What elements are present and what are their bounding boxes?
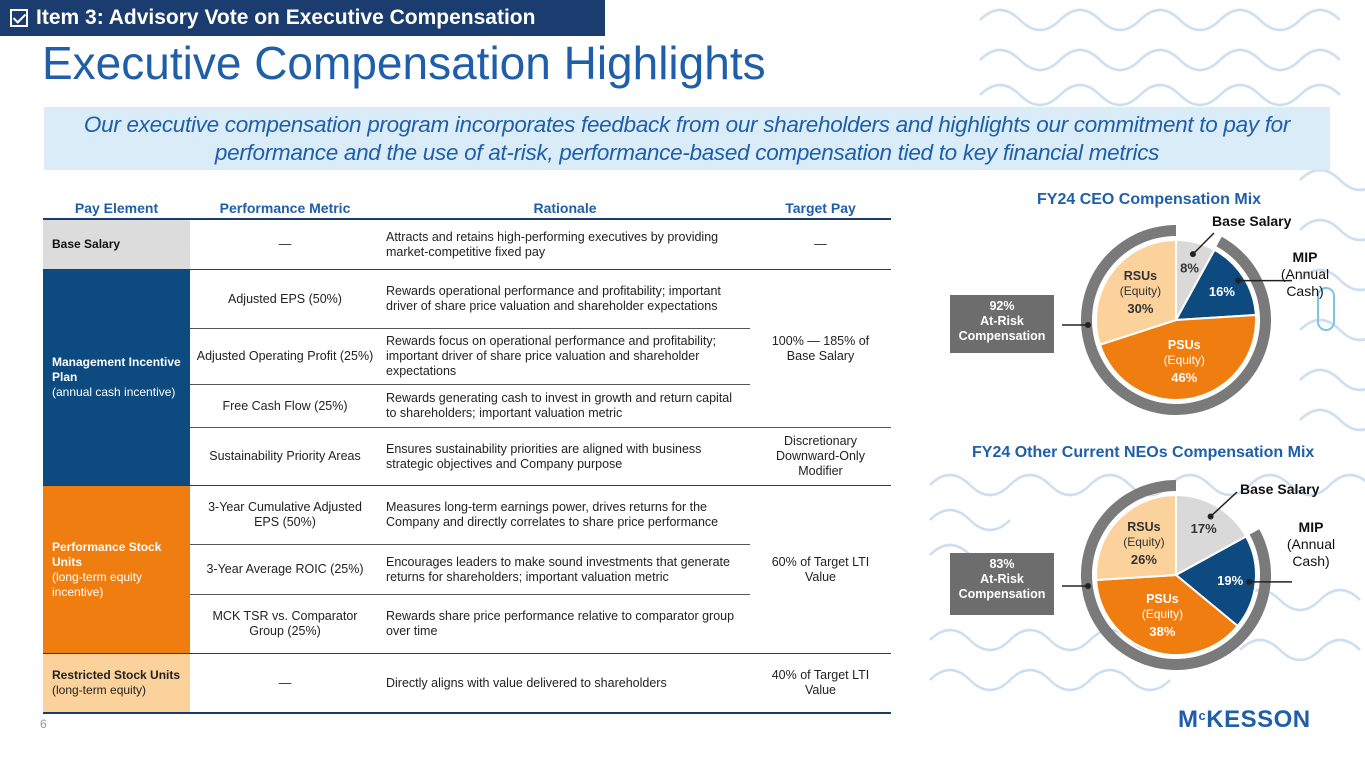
table-row <box>190 328 750 384</box>
leader-dot <box>1085 322 1091 328</box>
header-rationale: Rationale <box>533 200 597 216</box>
ceo-at-risk-box <box>950 295 1054 353</box>
pay-element-name: Base Salary <box>52 237 121 251</box>
table-row-rsu <box>43 654 891 714</box>
metric-cell: — <box>278 237 292 251</box>
at-risk-value: 83% <box>989 557 1015 571</box>
header-pay-element: Pay Element <box>74 200 159 216</box>
table-row-psu <box>43 486 891 654</box>
slice-value: 8% <box>1180 260 1199 276</box>
banner-line-1: Our executive compensation program incorporates feedback from our shareholders and highlights our commitment to pay for <box>83 112 1291 137</box>
neo-chart-title: FY24 Other Current NEOs Compensation Mix <box>972 444 1315 461</box>
rationale-cell: Directly aligns with value delivered to shareholders <box>386 675 667 690</box>
pay-element-subtitle: (long-term equity) <box>52 683 147 697</box>
slice-sublabel: (Equity) <box>1141 606 1184 621</box>
slice-value: 38% <box>1149 623 1176 639</box>
pay-element-name: Management Incentive Plan <box>52 355 181 384</box>
header-target-pay: Target Pay <box>785 200 856 216</box>
target-pay-cell: Discretionary Downward-Only Modifier <box>750 427 891 485</box>
section-tag <box>0 0 605 36</box>
metric-cell: 3-Year Average ROIC (25%) <box>206 562 364 576</box>
header-performance-metric: Performance Metric <box>219 200 351 216</box>
table-row <box>190 594 750 652</box>
slice-value: 17% <box>1190 521 1217 537</box>
section-tag-label: Item 3: Advisory Vote on Executive Compensation <box>36 6 536 29</box>
metric-cell: Adjusted Operating Profit (25%) <box>196 349 374 363</box>
pay-element-subtitle: (annual cash incentive) <box>52 385 176 399</box>
slice-sublabel: (Equity) <box>1123 534 1165 549</box>
page-number: 6 <box>40 717 47 731</box>
metric-cell: Free Cash Flow (25%) <box>222 398 348 413</box>
at-risk-label: At-Risk Compensation <box>958 314 1046 343</box>
target-pay-cell: 40% of Target LTI Value <box>771 668 870 697</box>
mckesson-logo: $M^cKESSON$ <box>1178 706 1311 733</box>
leader-dot <box>1208 513 1214 519</box>
rationale-cell: Attracts and retains high-performing executives by providing market-competitive fixed pay <box>386 229 719 259</box>
rationale-cell: Measures long-term earnings power, drives returns for the Company and directly correlates to share price performance <box>386 500 719 529</box>
ceo-chart-title: FY24 CEO Compensation Mix <box>1037 191 1262 208</box>
table-header <box>43 198 891 220</box>
checkbox-icon <box>10 9 28 27</box>
metric-cell: 3-Year Cumulative Adjusted EPS (50%) <box>208 500 362 529</box>
pay-elements-table <box>43 198 891 714</box>
metric-cell: — <box>278 675 292 690</box>
target-pay-cell: 60% of Target LTI Value <box>771 554 870 584</box>
table-row <box>190 270 750 328</box>
leader-dot <box>1085 583 1091 589</box>
rationale-cell: Ensures sustainability priorities are aligned with business strategic objectives and Company purpose <box>386 441 702 471</box>
leader-dot <box>1246 579 1252 585</box>
slice-value: 26% <box>1130 551 1157 567</box>
table-row <box>190 544 750 594</box>
table-row-mip <box>43 270 891 486</box>
ceo-compensation-pie <box>1062 225 1292 415</box>
neo-mip-callout: MIP (Annual Cash) <box>1286 519 1336 569</box>
banner-line-2: performance and the use of at-risk, performance-based compensation tied to key financial metrics <box>214 140 1160 165</box>
slice-value: 19% <box>1217 573 1244 589</box>
pay-element-subtitle: (long-term equity incentive) <box>52 569 143 599</box>
neo-compensation-pie <box>1062 480 1292 670</box>
pay-element-name: Performance Stock Units <box>52 539 162 569</box>
table-row <box>190 654 750 712</box>
at-risk-value: 92% <box>989 299 1015 313</box>
slice-sublabel: (Equity) <box>1163 353 1205 368</box>
slice-value: 30% <box>1127 301 1154 317</box>
slice-label: PSUs <box>1167 338 1201 353</box>
slice-label: RSUs <box>1127 519 1161 534</box>
slice-value: 46% <box>1171 370 1198 386</box>
rationale-cell: Encourages leaders to make sound investments that generate returns for shareholders; important valuation metric <box>386 554 730 584</box>
table-row <box>190 427 750 485</box>
slice-label: PSUs <box>1146 591 1179 606</box>
neo-at-risk-box <box>950 553 1054 615</box>
slice-sublabel: (Equity) <box>1119 284 1162 299</box>
ceo-mip-callout: MIP (Annual Cash) <box>1280 249 1330 299</box>
pay-element-name: Restricted Stock Units <box>52 668 181 682</box>
rationale-cell: Rewards generating cash to invest in growth and return capital to shareholders; important valuation metric <box>386 391 733 420</box>
leader-dot <box>1190 251 1196 257</box>
table-row-base-salary <box>43 220 891 270</box>
neo-base-salary-callout: Base Salary <box>1240 481 1320 497</box>
rationale-cell: Rewards share price performance relative to comparator group over time <box>386 608 735 638</box>
at-risk-label: At-Risk Compensation <box>958 572 1046 601</box>
target-pay-cell: 100% — 185% of Base Salary <box>771 333 870 363</box>
slice-value: 16% <box>1208 283 1235 299</box>
slice-label: RSUs <box>1123 269 1158 284</box>
metric-cell: MCK TSR vs. Comparator Group (25%) <box>212 608 358 638</box>
table-row <box>190 384 750 427</box>
rationale-cell: Rewards focus on operational performance and profitability; important driver of share price valuation and shareholder expectations <box>386 334 717 378</box>
metric-cell: Adjusted EPS (50%) <box>228 291 342 306</box>
target-pay-cell: — <box>814 237 827 251</box>
metric-cell: Sustainability Priority Areas <box>209 449 361 463</box>
page-title: Executive Compensation Highlights <box>42 37 766 89</box>
leader-dot <box>1235 278 1241 284</box>
summary-banner <box>44 107 1330 170</box>
ceo-base-salary-callout: Base Salary <box>1212 213 1292 229</box>
rationale-cell: Rewards operational performance and profitability; important driver of share price valuation and shareholder expectations <box>386 284 721 313</box>
table-row <box>190 486 750 544</box>
